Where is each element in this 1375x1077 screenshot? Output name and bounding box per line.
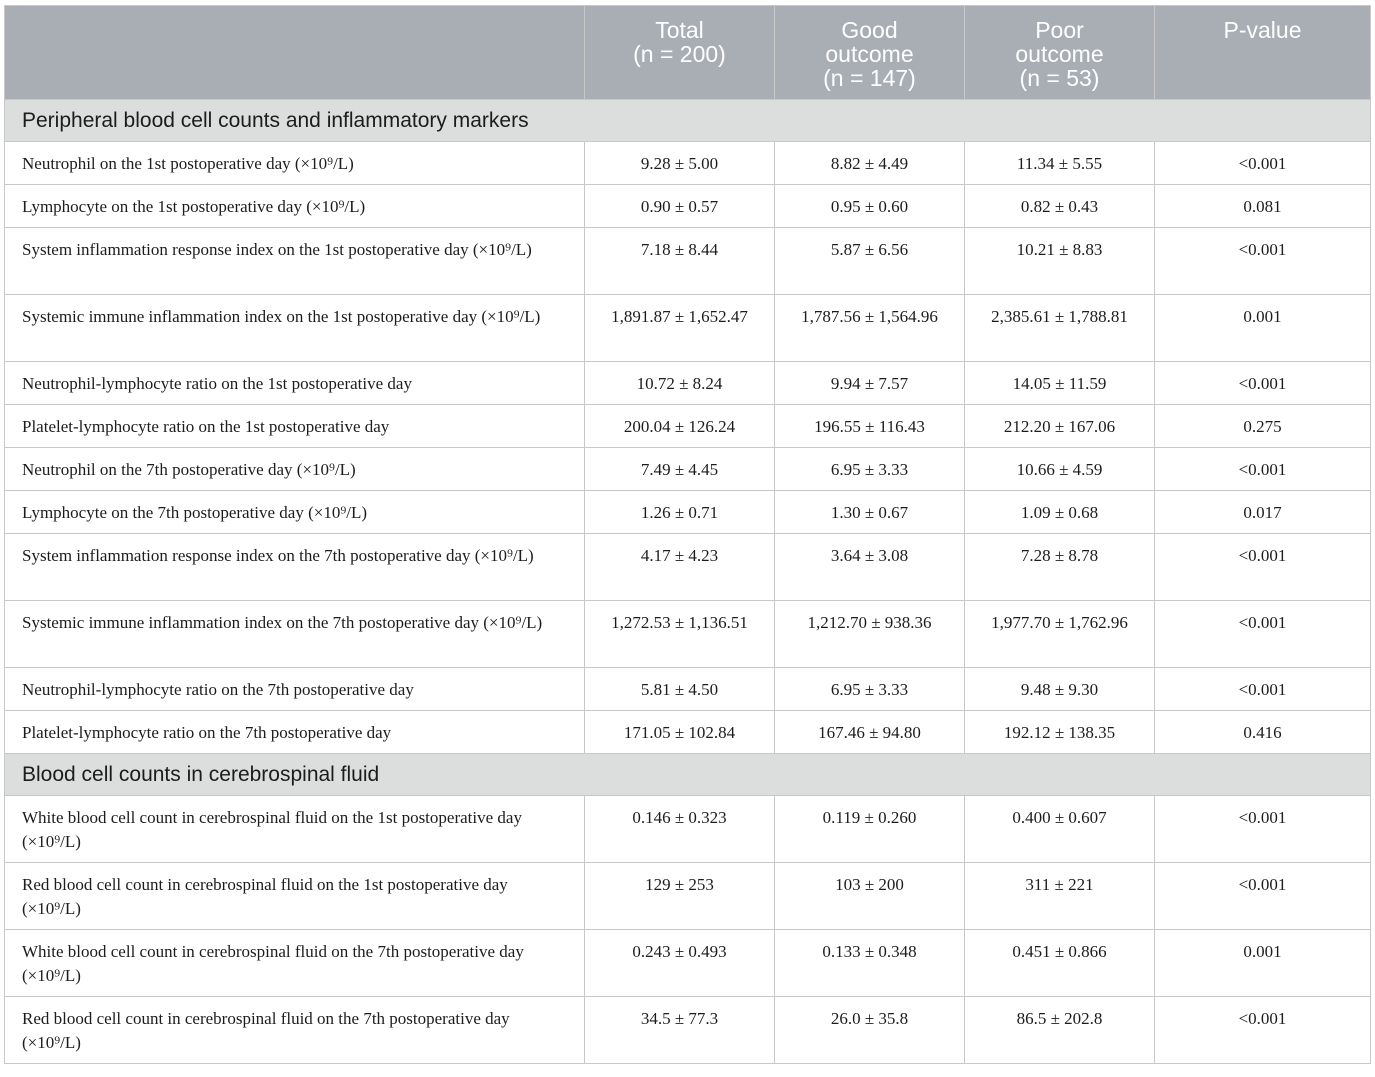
row-label: System inflammation response index on the 1st postoperative day (×10⁹/L) bbox=[5, 228, 585, 295]
cell-poor: 10.21 ± 8.83 bbox=[965, 228, 1155, 295]
cell-total: 7.49 ± 4.45 bbox=[585, 448, 775, 491]
cell-poor: 212.20 ± 167.06 bbox=[965, 405, 1155, 448]
cell-total: 0.243 ± 0.493 bbox=[585, 930, 775, 997]
cell-good: 9.94 ± 7.57 bbox=[775, 362, 965, 405]
table-row bbox=[5, 185, 1371, 228]
row-label: System inflammation response index on the 7th postoperative day (×10⁹/L) bbox=[5, 534, 585, 601]
table-row bbox=[5, 997, 1371, 1064]
table-row bbox=[5, 491, 1371, 534]
cell-p-value: <0.001 bbox=[1155, 601, 1371, 668]
cell-poor: 2,385.61 ± 1,788.81 bbox=[965, 295, 1155, 362]
table-row bbox=[5, 711, 1371, 754]
cell-p-value: 0.017 bbox=[1155, 491, 1371, 534]
cell-p-value: 0.081 bbox=[1155, 185, 1371, 228]
row-label: Lymphocyte on the 1st postoperative day (×10⁹/L) bbox=[5, 185, 585, 228]
header-p-value: P-value bbox=[1155, 6, 1371, 100]
table-row bbox=[5, 601, 1371, 668]
header-total: Total (n = 200) bbox=[585, 6, 775, 100]
cell-good: 1,787.56 ± 1,564.96 bbox=[775, 295, 965, 362]
cell-total: 34.5 ± 77.3 bbox=[585, 997, 775, 1064]
cell-good: 103 ± 200 bbox=[775, 863, 965, 930]
cell-poor: 192.12 ± 138.35 bbox=[965, 711, 1155, 754]
row-label: Neutrophil-lymphocyte ratio on the 7th postoperative day bbox=[5, 668, 585, 711]
cell-total: 5.81 ± 4.50 bbox=[585, 668, 775, 711]
cell-poor: 14.05 ± 11.59 bbox=[965, 362, 1155, 405]
header-good-outcome: Good outcome (n = 147) bbox=[775, 6, 965, 100]
cell-total: 1.26 ± 0.71 bbox=[585, 491, 775, 534]
table-row bbox=[5, 405, 1371, 448]
table-row bbox=[5, 534, 1371, 601]
cell-total: 7.18 ± 8.44 bbox=[585, 228, 775, 295]
row-label: Neutrophil on the 7th postoperative day (×10⁹/L) bbox=[5, 448, 585, 491]
cell-total: 0.146 ± 0.323 bbox=[585, 796, 775, 863]
cell-p-value: <0.001 bbox=[1155, 534, 1371, 601]
row-label: Lymphocyte on the 7th postoperative day (×10⁹/L) bbox=[5, 491, 585, 534]
cell-good: 1.30 ± 0.67 bbox=[775, 491, 965, 534]
cell-p-value: 0.001 bbox=[1155, 295, 1371, 362]
row-label: Systemic immune inflammation index on the 1st postoperative day (×10⁹/L) bbox=[5, 295, 585, 362]
cell-poor: 1.09 ± 0.68 bbox=[965, 491, 1155, 534]
row-label: Neutrophil-lymphocyte ratio on the 1st postoperative day bbox=[5, 362, 585, 405]
cell-good: 0.133 ± 0.348 bbox=[775, 930, 965, 997]
cell-poor: 7.28 ± 8.78 bbox=[965, 534, 1155, 601]
cell-p-value: 0.416 bbox=[1155, 711, 1371, 754]
table-row bbox=[5, 863, 1371, 930]
table-row bbox=[5, 142, 1371, 185]
row-label: Red blood cell count in cerebrospinal fluid on the 7th postoperative day (×10⁹/L) bbox=[5, 997, 585, 1064]
cell-total: 0.90 ± 0.57 bbox=[585, 185, 775, 228]
cell-total: 1,891.87 ± 1,652.47 bbox=[585, 295, 775, 362]
cell-poor: 0.400 ± 0.607 bbox=[965, 796, 1155, 863]
cell-p-value: <0.001 bbox=[1155, 448, 1371, 491]
cell-total: 200.04 ± 126.24 bbox=[585, 405, 775, 448]
cell-good: 0.119 ± 0.260 bbox=[775, 796, 965, 863]
cell-p-value: 0.275 bbox=[1155, 405, 1371, 448]
section-title: Blood cell counts in cerebrospinal fluid bbox=[5, 754, 1371, 796]
cell-p-value: <0.001 bbox=[1155, 796, 1371, 863]
cell-p-value: <0.001 bbox=[1155, 142, 1371, 185]
cell-total: 4.17 ± 4.23 bbox=[585, 534, 775, 601]
header-label-col bbox=[5, 6, 585, 100]
cell-total: 171.05 ± 102.84 bbox=[585, 711, 775, 754]
cell-good: 8.82 ± 4.49 bbox=[775, 142, 965, 185]
table-body bbox=[5, 100, 1371, 1064]
table-row bbox=[5, 295, 1371, 362]
cell-total: 129 ± 253 bbox=[585, 863, 775, 930]
table-row bbox=[5, 448, 1371, 491]
cell-good: 196.55 ± 116.43 bbox=[775, 405, 965, 448]
cell-poor: 0.451 ± 0.866 bbox=[965, 930, 1155, 997]
table-row bbox=[5, 362, 1371, 405]
data-table bbox=[4, 5, 1371, 1064]
cell-good: 6.95 ± 3.33 bbox=[775, 668, 965, 711]
cell-p-value: <0.001 bbox=[1155, 997, 1371, 1064]
cell-total: 1,272.53 ± 1,136.51 bbox=[585, 601, 775, 668]
cell-good: 167.46 ± 94.80 bbox=[775, 711, 965, 754]
cell-poor: 0.82 ± 0.43 bbox=[965, 185, 1155, 228]
cell-poor: 9.48 ± 9.30 bbox=[965, 668, 1155, 711]
table-row bbox=[5, 668, 1371, 711]
cell-good: 26.0 ± 35.8 bbox=[775, 997, 965, 1064]
row-label: Red blood cell count in cerebrospinal fluid on the 1st postoperative day (×10⁹/L) bbox=[5, 863, 585, 930]
row-label: White blood cell count in cerebrospinal fluid on the 7th postoperative day (×10⁹/L) bbox=[5, 930, 585, 997]
section-title: Peripheral blood cell counts and inflammatory markers bbox=[5, 100, 1371, 142]
cell-p-value: <0.001 bbox=[1155, 668, 1371, 711]
cell-good: 0.95 ± 0.60 bbox=[775, 185, 965, 228]
table-header bbox=[5, 6, 1371, 100]
cell-poor: 1,977.70 ± 1,762.96 bbox=[965, 601, 1155, 668]
cell-poor: 11.34 ± 5.55 bbox=[965, 142, 1155, 185]
row-label: Platelet-lymphocyte ratio on the 1st postoperative day bbox=[5, 405, 585, 448]
cell-poor: 311 ± 221 bbox=[965, 863, 1155, 930]
cell-p-value: 0.001 bbox=[1155, 930, 1371, 997]
cell-good: 3.64 ± 3.08 bbox=[775, 534, 965, 601]
cell-good: 1,212.70 ± 938.36 bbox=[775, 601, 965, 668]
cell-p-value: <0.001 bbox=[1155, 362, 1371, 405]
cell-total: 10.72 ± 8.24 bbox=[585, 362, 775, 405]
cell-p-value: <0.001 bbox=[1155, 863, 1371, 930]
cell-good: 6.95 ± 3.33 bbox=[775, 448, 965, 491]
header-poor-outcome: Poor outcome (n = 53) bbox=[965, 6, 1155, 100]
table-row bbox=[5, 930, 1371, 997]
row-label: White blood cell count in cerebrospinal fluid on the 1st postoperative day (×10⁹/L) bbox=[5, 796, 585, 863]
cell-p-value: <0.001 bbox=[1155, 228, 1371, 295]
cell-good: 5.87 ± 6.56 bbox=[775, 228, 965, 295]
row-label: Systemic immune inflammation index on the 7th postoperative day (×10⁹/L) bbox=[5, 601, 585, 668]
row-label: Neutrophil on the 1st postoperative day (×10⁹/L) bbox=[5, 142, 585, 185]
row-label: Platelet-lymphocyte ratio on the 7th postoperative day bbox=[5, 711, 585, 754]
cell-poor: 10.66 ± 4.59 bbox=[965, 448, 1155, 491]
table-row bbox=[5, 228, 1371, 295]
cell-total: 9.28 ± 5.00 bbox=[585, 142, 775, 185]
table-row bbox=[5, 796, 1371, 863]
cell-poor: 86.5 ± 202.8 bbox=[965, 997, 1155, 1064]
